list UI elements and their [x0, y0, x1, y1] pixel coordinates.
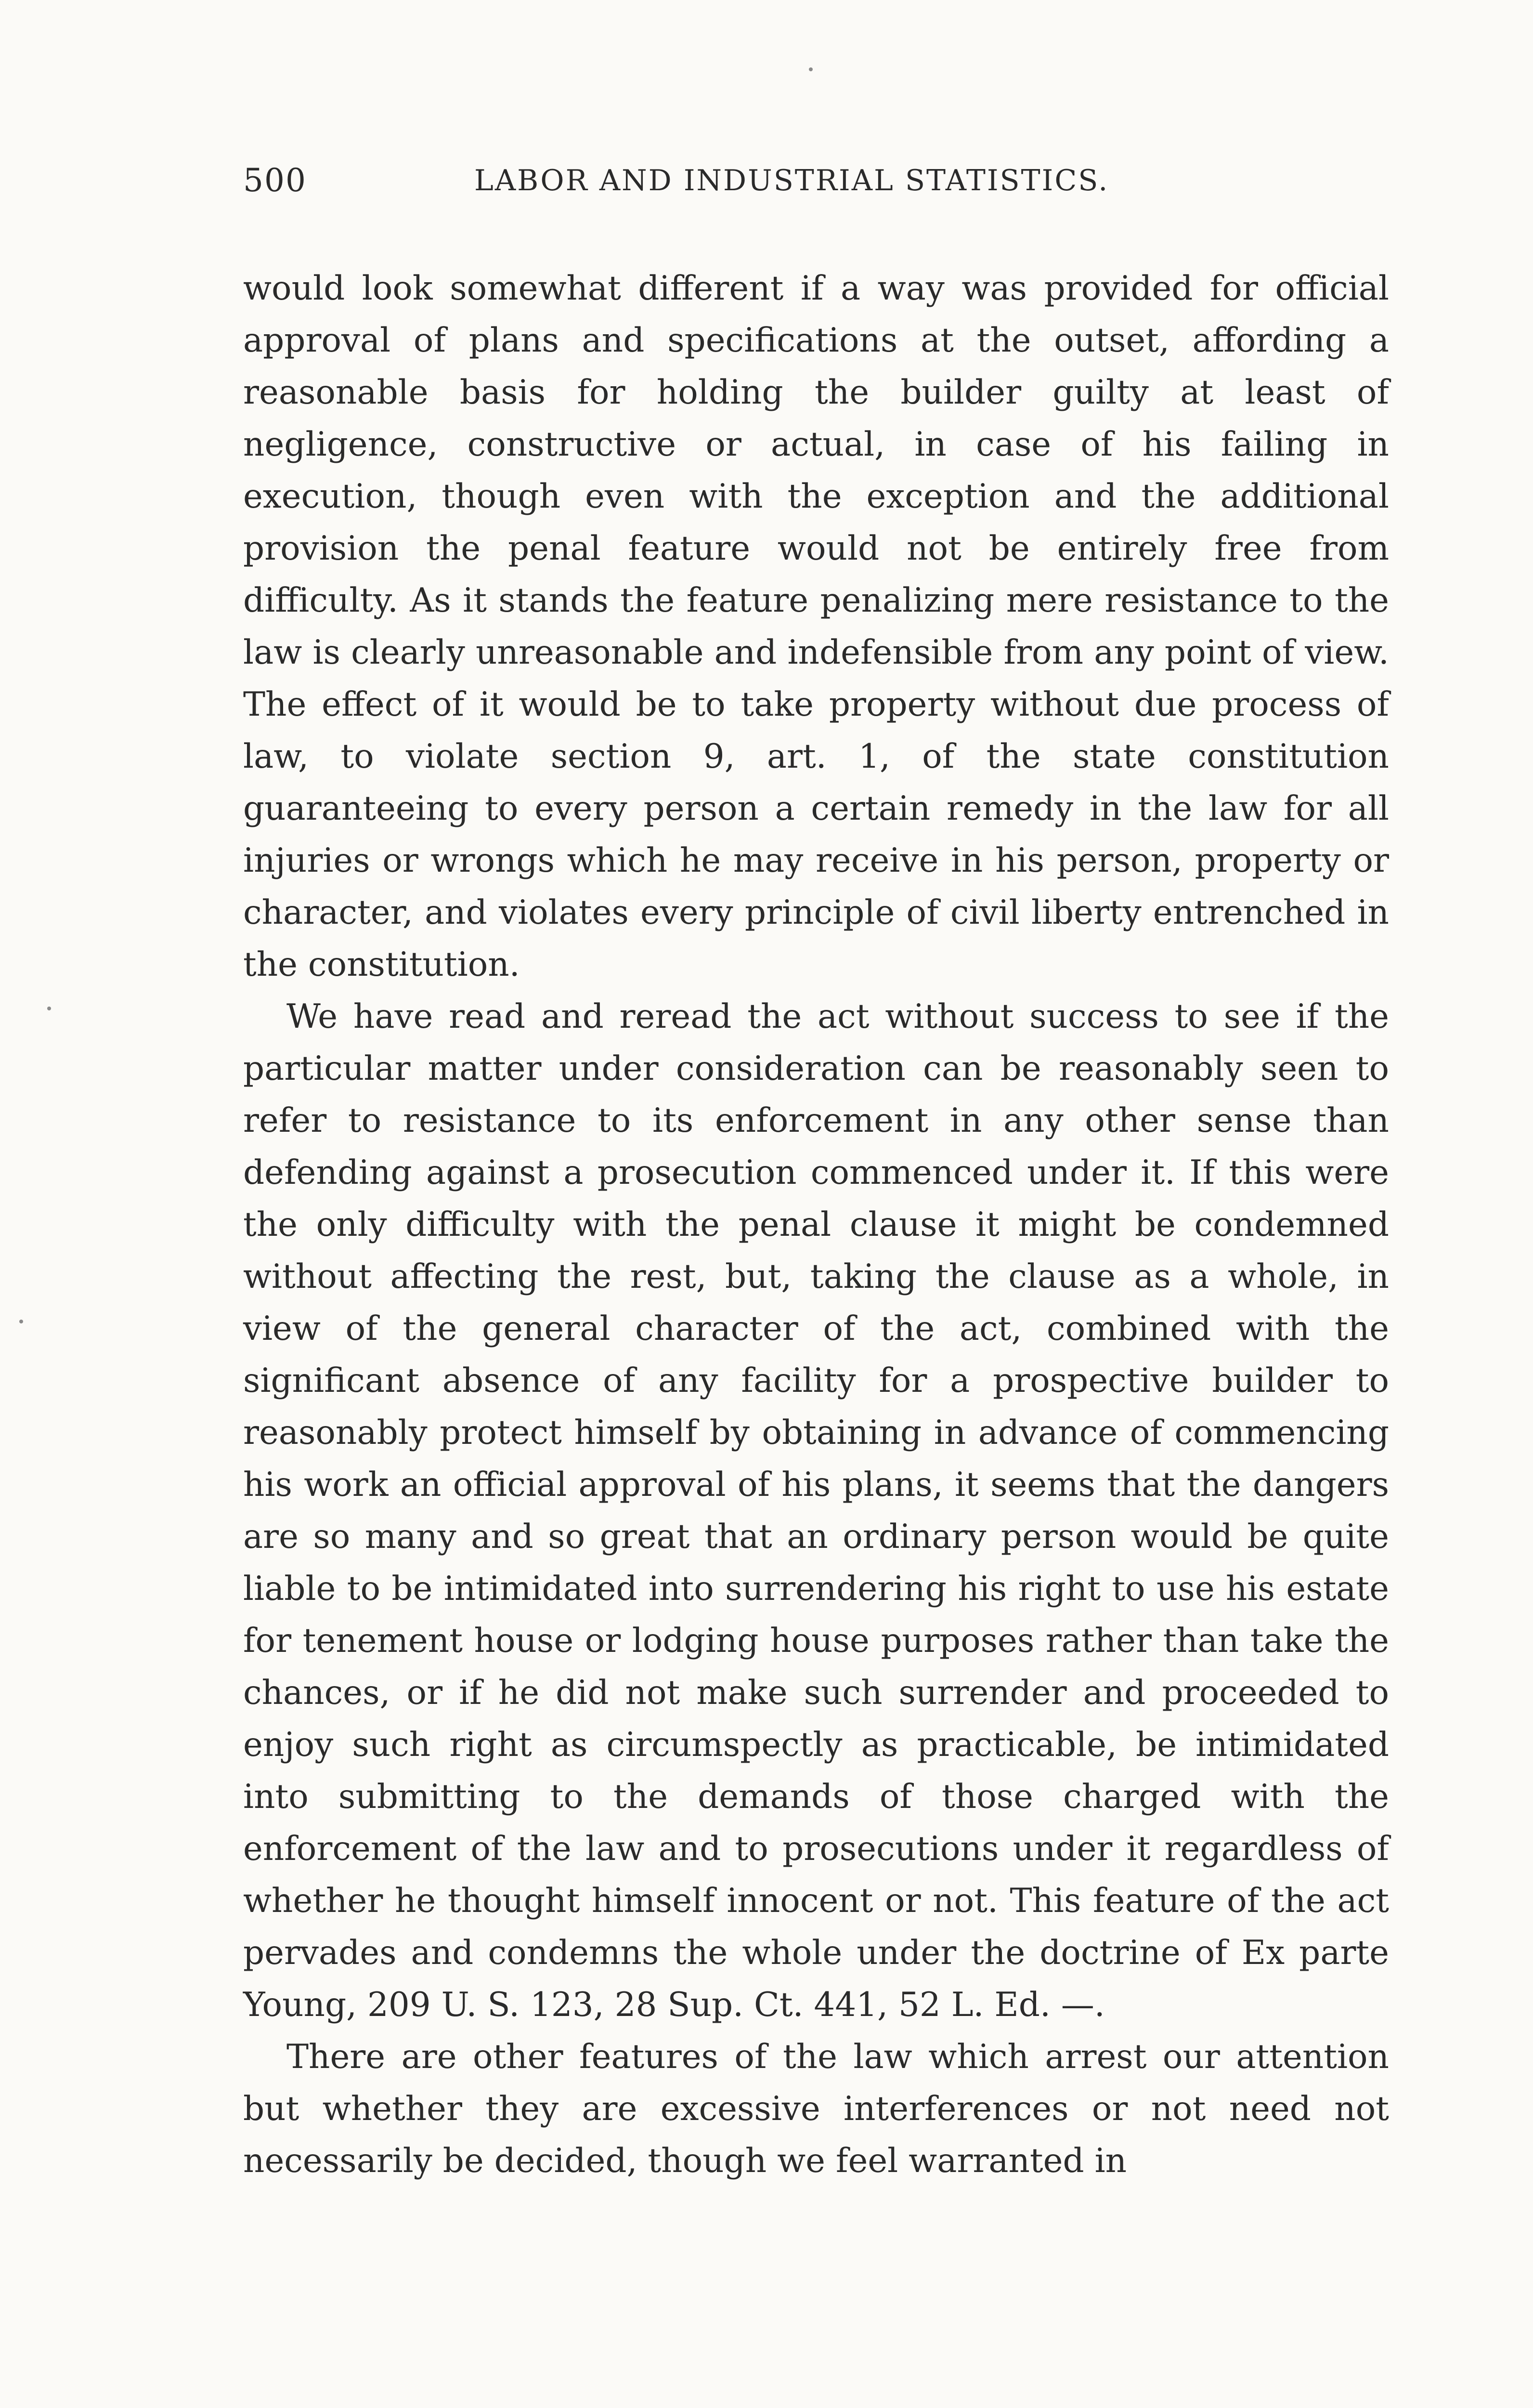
page-number: 500: [243, 162, 307, 199]
running-head: [243, 159, 1158, 207]
paper-speck: [47, 1007, 51, 1010]
paper-speck: [809, 67, 813, 71]
paragraph-1: would look somewhat different if a way was provided for official approval of plans and specifications at the outset, affording a reasonable basis for holding the builder guilty at least of negligence, constructive or actual, in case of his failing in execution, though even with the exception and the additional provision the penal feature would not be entirely free from difficulty. As it stands the feature penalizing mere resistance to the law is clearly unreasonable and indefensible from any point of view. The effect of it would be to take property without due process of law, to violate section 9, art. 1, of the state constitution guaranteeing to every person a certain remedy in the law for all injuries or wrongs which he may receive in his person, property or character, and violates every principle of civil liberty entrenched in the constitution.: [243, 269, 1389, 984]
body-text: [243, 262, 1389, 2187]
paragraph-2: We have read and reread the act without success to see if the particular matter under consideration can be reasonably seen to refer to resistance to its enforcement in any other sense than defending against a prosecution commenced under it. If this were the only difficulty with the penal clause it might be condemned without affecting the rest, but, taking the clause as a whole, in view of the general character of the act, combined with the significant absence of any facility for a prospective builder to reasonably protect himself by obtaining in advance of commencing his work an official approval of his plans, it seems that the dangers are so many and so great that an ordinary person would be quite liable to be intimidated into surrendering his right to use his estate for tenement house or lodging house purposes rather than take the chances, or if he did not make such surrender and proceeded to enjoy such right as circumspectly as practicable, be intimidated into submitting to the demands of those charged with the enforcement of the law and to prosecutions under it regardless of whether he thought himself innocent or not. This feature of the act pervades and condemns the whole under the doctrine of Ex parte Young, 209 U. S. 123, 28 Sup. Ct. 441, 52 L. Ed. —.: [243, 997, 1389, 2024]
paper-speck: [19, 1320, 23, 1323]
running-title: LABOR AND INDUSTRIAL STATISTICS.: [474, 164, 1109, 197]
paragraph-3: There are other features of the law which arrest our attention but whether they are excessive interferences or not need not necessarily be decided, though we feel warranted in: [243, 2038, 1389, 2180]
